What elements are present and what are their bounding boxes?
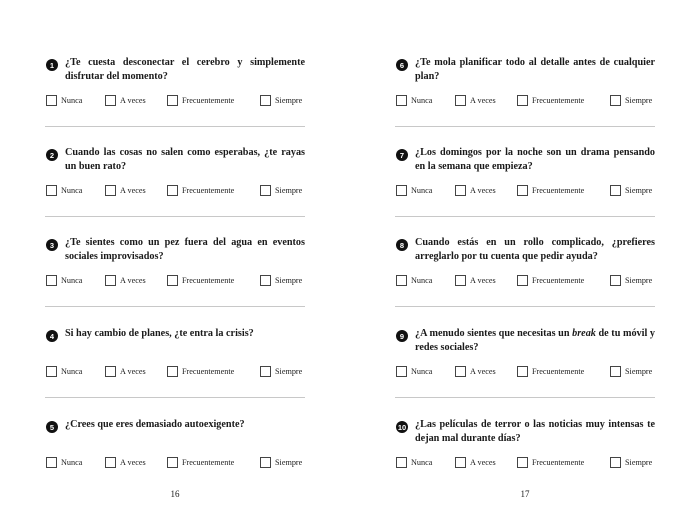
checkbox[interactable] [455, 185, 466, 196]
divider [45, 216, 305, 217]
checkbox[interactable] [167, 185, 178, 196]
checkbox[interactable] [167, 95, 178, 106]
option-label: Frecuentemente [182, 95, 235, 105]
option-label: Nunca [411, 275, 433, 285]
checkbox[interactable] [105, 185, 116, 196]
question-2 [45, 146, 305, 236]
option-frecuentemente[interactable] [167, 364, 234, 378]
checkbox[interactable] [517, 275, 528, 286]
option-siempre[interactable] [260, 455, 302, 469]
page-number: 17 [520, 489, 530, 499]
question-number-badge: 1 [46, 59, 58, 71]
checkbox[interactable] [46, 366, 57, 377]
option-label: Frecuentemente [532, 366, 585, 376]
checkbox[interactable] [396, 275, 407, 286]
answer-options [395, 364, 655, 378]
option-label: Nunca [411, 366, 433, 376]
checkbox[interactable] [105, 366, 116, 377]
option-label: A veces [470, 275, 496, 285]
question-text: Cuando estás en un rollo complicado, ¿prefieres arreglarlo por tu cuenta que pedir ayuda? [415, 237, 655, 262]
answer-options [45, 364, 305, 378]
option-label: A veces [470, 185, 496, 195]
question-text: Si hay cambio de planes, ¿te entra la crisis? [65, 328, 254, 339]
option-label: Frecuentemente [182, 366, 235, 376]
question-number-badge: 10 [397, 422, 407, 432]
checkbox[interactable] [610, 185, 621, 196]
left-page [45, 0, 305, 524]
option-label: Frecuentemente [182, 185, 235, 195]
option-nunca[interactable] [396, 183, 432, 197]
question-1 [45, 56, 305, 146]
option-label: A veces [470, 457, 496, 467]
option-a-veces[interactable] [455, 455, 496, 469]
checkbox[interactable] [260, 185, 271, 196]
option-siempre[interactable] [610, 93, 652, 107]
checkbox[interactable] [517, 95, 528, 106]
question-text [415, 327, 655, 355]
option-label: Frecuentemente [532, 95, 585, 105]
page-number: 16 [170, 489, 180, 499]
option-label: A veces [120, 457, 146, 467]
answer-options [395, 455, 655, 469]
checkbox[interactable] [455, 275, 466, 286]
checkbox[interactable] [396, 366, 407, 377]
checkbox[interactable] [455, 95, 466, 106]
question-text-part: de tu móvil y redes sociales? [415, 328, 655, 353]
checkbox[interactable] [46, 275, 57, 286]
question-text: ¿Los domingos por la noche son un drama pensando en la semana que empieza? [415, 147, 655, 172]
question-9 [395, 327, 655, 417]
option-a-veces[interactable] [105, 183, 146, 197]
question-text: Cuando las cosas no salen como esperabas, ¿te rayas un buen rato? [65, 147, 305, 172]
option-siempre[interactable] [610, 364, 652, 378]
option-label: Nunca [61, 275, 83, 285]
option-label: A veces [470, 95, 496, 105]
answer-options [45, 93, 305, 107]
question-number-badge: 4 [46, 330, 58, 342]
checkbox[interactable] [46, 457, 57, 468]
checkbox[interactable] [46, 95, 57, 106]
checkbox[interactable] [610, 457, 621, 468]
checkbox[interactable] [610, 366, 621, 377]
option-label: Nunca [411, 185, 433, 195]
checkbox[interactable] [105, 275, 116, 286]
checkbox[interactable] [167, 275, 178, 286]
option-siempre[interactable] [260, 183, 302, 197]
option-label: A veces [470, 366, 496, 376]
option-label: Nunca [411, 457, 433, 467]
checkbox[interactable] [105, 95, 116, 106]
option-nunca[interactable] [46, 183, 82, 197]
option-label: Siempre [625, 457, 653, 467]
right-page [395, 0, 655, 524]
option-label: Nunca [61, 185, 83, 195]
option-frecuentemente[interactable] [517, 455, 584, 469]
question-number-badge: 2 [46, 149, 58, 161]
option-label: Siempre [275, 275, 303, 285]
option-a-veces[interactable] [105, 93, 146, 107]
divider [45, 397, 305, 398]
checkbox[interactable] [517, 457, 528, 468]
question-text: ¿Las películas de terror o las noticias muy intensas te dejan mal durante días? [415, 419, 655, 444]
question-text: ¿Te mola planificar todo al detalle antes de cualquier plan? [415, 57, 655, 82]
question-6 [395, 56, 655, 146]
option-label: A veces [120, 366, 146, 376]
option-nunca[interactable] [46, 273, 82, 287]
checkbox[interactable] [105, 457, 116, 468]
question-number-badge: 6 [396, 59, 408, 71]
divider [395, 397, 655, 398]
option-label: Siempre [275, 185, 303, 195]
option-nunca[interactable] [46, 364, 82, 378]
option-label: A veces [120, 185, 146, 195]
option-a-veces[interactable] [105, 364, 146, 378]
option-label: Frecuentemente [182, 275, 235, 285]
option-label: Siempre [275, 366, 303, 376]
option-siempre[interactable] [260, 364, 302, 378]
option-a-veces[interactable] [105, 455, 146, 469]
question-7 [395, 146, 655, 236]
divider [45, 126, 305, 127]
option-label: Frecuentemente [182, 457, 235, 467]
question-number-badge: 8 [396, 239, 408, 251]
option-nunca[interactable] [46, 455, 82, 469]
question-8 [395, 236, 655, 326]
option-label: Siempre [625, 95, 653, 105]
question-number-badge: 7 [396, 149, 408, 161]
answer-options [395, 273, 655, 287]
checkbox[interactable] [167, 457, 178, 468]
divider [395, 126, 655, 127]
option-nunca[interactable] [396, 364, 432, 378]
checkbox[interactable] [167, 366, 178, 377]
option-a-veces[interactable] [105, 273, 146, 287]
checkbox[interactable] [396, 457, 407, 468]
checkbox[interactable] [396, 185, 407, 196]
question-text: ¿Te sientes como un pez fuera del agua en eventos sociales improvisados? [65, 237, 305, 262]
option-frecuentemente[interactable] [517, 183, 584, 197]
checkbox[interactable] [260, 275, 271, 286]
question-number-badge: 5 [46, 421, 58, 433]
option-label: Siempre [625, 275, 653, 285]
question-3 [45, 236, 305, 326]
option-label: Frecuentemente [532, 185, 585, 195]
question-text: ¿Crees que eres demasiado autoexigente? [65, 419, 245, 430]
option-label: A veces [120, 275, 146, 285]
question-4 [45, 327, 305, 417]
option-siempre[interactable] [260, 93, 302, 107]
question-number-badge: 9 [396, 330, 408, 342]
option-frecuentemente[interactable] [517, 364, 584, 378]
option-frecuentemente[interactable] [517, 93, 584, 107]
checkbox[interactable] [455, 457, 466, 468]
option-frecuentemente[interactable] [167, 273, 234, 287]
answer-options [45, 183, 305, 197]
option-label: Frecuentemente [532, 457, 585, 467]
option-a-veces[interactable] [455, 93, 496, 107]
option-label: Nunca [411, 95, 433, 105]
question-text-emphasis: break [572, 328, 596, 339]
answer-options [45, 455, 305, 469]
option-frecuentemente[interactable] [167, 93, 234, 107]
option-a-veces[interactable] [455, 364, 496, 378]
option-nunca[interactable] [396, 93, 432, 107]
checkbox[interactable] [260, 457, 271, 468]
option-label: Frecuentemente [532, 275, 585, 285]
option-nunca[interactable] [396, 273, 432, 287]
option-label: Nunca [61, 366, 83, 376]
option-nunca[interactable] [396, 455, 432, 469]
answer-options [395, 93, 655, 107]
option-frecuentemente[interactable] [167, 455, 234, 469]
question-text-part: ¿A menudo sientes que necesitas un [415, 328, 573, 339]
option-frecuentemente[interactable] [167, 183, 234, 197]
option-a-veces[interactable] [455, 273, 496, 287]
option-nunca[interactable] [46, 93, 82, 107]
option-siempre[interactable] [610, 183, 652, 197]
checkbox[interactable] [517, 185, 528, 196]
checkbox[interactable] [610, 95, 621, 106]
checkbox[interactable] [610, 275, 621, 286]
option-siempre[interactable] [610, 455, 652, 469]
option-label: Nunca [61, 457, 83, 467]
option-a-veces[interactable] [455, 183, 496, 197]
option-label: Nunca [61, 95, 83, 105]
option-frecuentemente[interactable] [517, 273, 584, 287]
checkbox[interactable] [260, 366, 271, 377]
checkbox[interactable] [455, 366, 466, 377]
option-label: Siempre [275, 95, 303, 105]
checkbox[interactable] [46, 185, 57, 196]
option-label: A veces [120, 95, 146, 105]
checkbox[interactable] [517, 366, 528, 377]
question-text: ¿Te cuesta desconectar el cerebro y simplemente disfrutar del momento? [65, 57, 305, 82]
answer-options [395, 183, 655, 197]
divider [45, 306, 305, 307]
option-siempre[interactable] [260, 273, 302, 287]
option-siempre[interactable] [610, 273, 652, 287]
divider [395, 306, 655, 307]
answer-options [45, 273, 305, 287]
option-label: Siempre [625, 185, 653, 195]
checkbox[interactable] [260, 95, 271, 106]
option-label: Siempre [625, 366, 653, 376]
option-label: Siempre [275, 457, 303, 467]
divider [395, 216, 655, 217]
question-number-badge: 3 [46, 239, 58, 251]
checkbox[interactable] [396, 95, 407, 106]
